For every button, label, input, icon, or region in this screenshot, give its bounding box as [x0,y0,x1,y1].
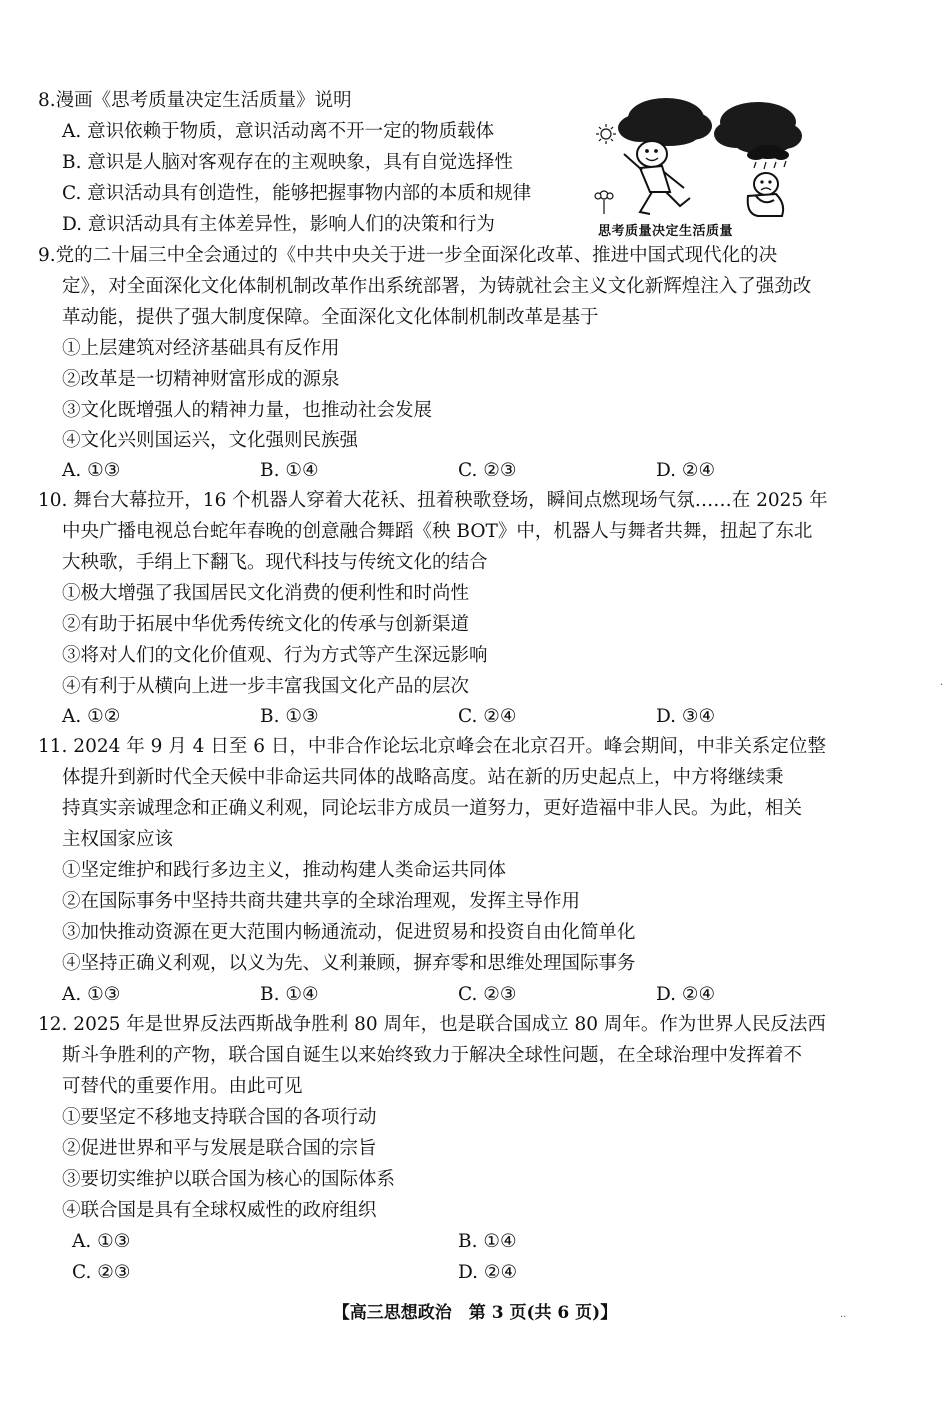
q8-stem: 8.漫画《思考质量决定生活质量》说明 [38,90,352,111]
cartoon-illustration [588,96,808,220]
q9-item-3: ③文化既增强人的精神力量，也推动社会发展 [62,400,433,421]
q9-stem-line-2: 定》，对全面深化文化体制机制改革作出系统部署，为铸就社会主义文化新辉煌注入了强劲改 [62,276,812,297]
q8-option-a: A. 意识依赖于物质，意识活动离不开一定的物质载体 [62,121,495,142]
q9-choice-b: B. ①④ [260,460,319,481]
dark-cloud-left [618,98,712,146]
q10-stem-line-3: 大秧歌，手绢上下翻飞。现代科技与传统文化的结合 [62,552,488,573]
q11-choice-b: B. ①④ [260,984,319,1005]
q12-stem-line-2: 斯斗争胜利的产物，联合国自诞生以来始终致力于解决全球性问题，在全球治理中发挥着不 [62,1045,803,1066]
scan-speck: ·· [840,1312,847,1323]
q11-item-2: ②在国际事务中坚持共商共建共享的全球治理观，发挥主导作用 [62,891,581,912]
q9-choice-c: C. ②③ [458,460,517,481]
q11-stem-line-4: 主权国家应该 [62,829,174,850]
q10-stem-line-1: 10. 舞台大幕拉开，16 个机器人穿着大花袄、扭着秧歌登场，瞬间点燃现场气氛……在 2025 年 [38,490,828,511]
q10-choice-a: A. ①② [62,706,121,727]
page-footer: 【高三思想政治 第 3 页(共 6 页)】 [332,1303,618,1323]
q11-stem-line-1: 11. 2024 年 9 月 4 日至 6 日，中非合作论坛北京峰会在北京召开。峰会期间，中非关系定位整 [38,736,826,757]
q12-choice-a: A. ①③ [72,1231,131,1252]
q10-choice-d: D. ③④ [656,706,716,727]
q11-choice-a: A. ①③ [62,984,121,1005]
q12-choice-b: B. ①④ [458,1231,517,1252]
q12-item-1: ①要坚定不移地支持联合国的各项行动 [62,1107,377,1128]
q9-stem-line-1: 9.党的二十届三中全会通过的《中共中央关于进一步全面深化改革、推进中国式现代化的决 [38,245,778,266]
q10-item-2: ②有助于拓展中华优秀传统文化的传承与创新渠道 [62,614,470,635]
q12-choice-c: C. ②③ [72,1262,131,1283]
q10-stem-line-2: 中央广播电视总台蛇年春晚的创意融合舞蹈《秧 BOT》中，机器人与舞者共舞，扭起了东北 [62,521,813,542]
q9-choice-d: D. ②④ [656,460,716,481]
flower-icon [595,191,613,214]
q12-stem-line-3: 可替代的重要作用。由此可见 [62,1076,303,1097]
q9-stem-line-3: 革动能，提供了强大制度保障。全面深化文化体制机制改革是基于 [62,307,599,328]
q8-option-c: C. 意识活动具有创造性，能够把握事物内部的本质和规律 [62,183,532,204]
q10-item-3: ③将对人们的文化价值观、行为方式等产生深远影响 [62,645,488,666]
sad-figure [748,173,783,216]
q8-option-b: B. 意识是人脑对客观存在的主观映象，具有自觉选择性 [62,152,513,173]
scan-speck: · [940,680,944,691]
q11-item-3: ③加快推动资源在更大范围内畅通流动，促进贸易和投资自由化简单化 [62,922,636,943]
q11-choice-c: C. ②③ [458,984,517,1005]
cartoon-caption: 思考质量决定生活质量 [598,224,734,239]
q12-item-3: ③要切实维护以联合国为核心的国际体系 [62,1169,396,1190]
q12-item-4: ④联合国是具有全球权威性的政府组织 [62,1200,377,1221]
q9-item-2: ②改革是一切精神财富形成的源泉 [62,369,340,390]
dark-cloud-right [714,102,802,154]
q11-stem-line-2: 体提升到新时代全天候中非命运共同体的战略高度。站在新的历史起点上，中方将继续秉 [62,767,784,788]
q12-item-2: ②促进世界和平与发展是联合国的宗旨 [62,1138,377,1159]
q10-item-1: ①极大增强了我国居民文化消费的便利性和时尚性 [62,583,470,604]
q10-choice-c: C. ②④ [458,706,517,727]
q11-choice-d: D. ②④ [656,984,716,1005]
q11-item-1: ①坚定维护和践行多边主义，推动构建人类命运共同体 [62,860,507,881]
q12-choice-d: D. ②④ [458,1262,518,1283]
sun-icon [596,124,616,144]
q11-stem-line-3: 持真实亲诚理念和正确义利观，同论坛非方成员一道努力，更好造福中非人民。为此，相关 [62,798,803,819]
q12-stem-line-1: 12. 2025 年是世界反法西斯战争胜利 80 周年，也是联合国成立 80 周年。作为世界人民反法西 [38,1014,826,1035]
q10-item-4: ④有利于从横向上进一步丰富我国文化产品的层次 [62,676,470,697]
q9-item-1: ①上层建筑对经济基础具有反作用 [62,338,340,359]
q9-choice-a: A. ①③ [62,460,121,481]
rain-drops [754,161,786,169]
q11-item-4: ④坚持正确义利观，以义为先、义利兼顾，摒弃零和思维处理国际事务 [62,953,636,974]
q10-choice-b: B. ①③ [260,706,319,727]
q9-item-4: ④文化兴则国运兴，文化强则民族强 [62,430,359,451]
q8-option-d: D. 意识活动具有主体差异性，影响人们的决策和行为 [62,214,495,235]
